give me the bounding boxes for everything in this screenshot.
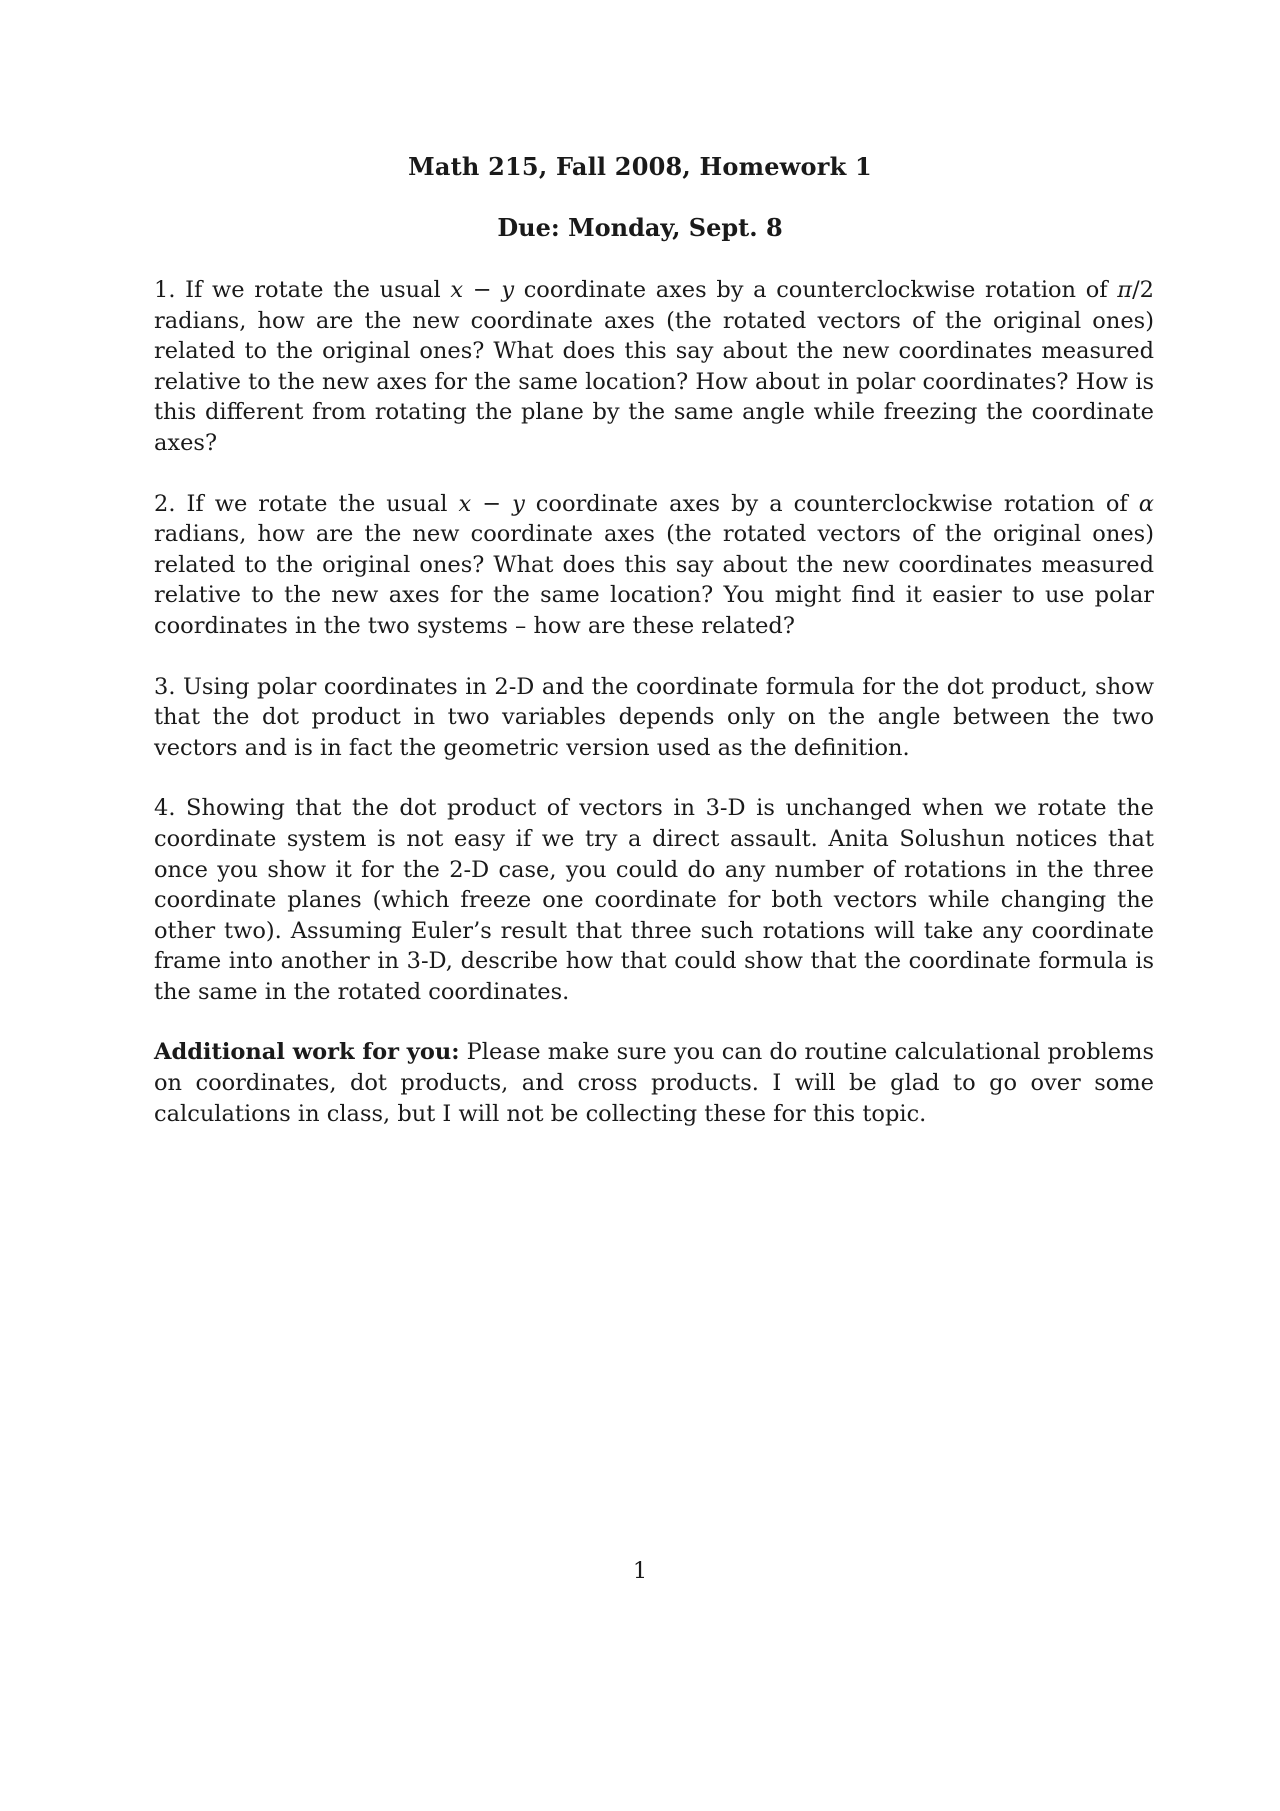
page-title: Math 215, Fall 2008, Homework 1 bbox=[408, 152, 872, 181]
problem-3: 3. Using polar coordinates in 2-D and the coordinate formula for the dot product, show that the dot product in two variables depends only on the angle between the two vectors and is in fact the geometric version used as the definition. bbox=[154, 673, 1154, 761]
problem-1: 1. If we rotate the usual x − y coordinate axes by a counterclockwise rotation of π/2 radians, how are the new coordinate axes (the rotated vectors of the original ones) related to the original ones? What does this say about the new coordinates measured relative to the new axes for the same location? How about in polar coordinates? How is this different from rotating the plane by the same angle while freezing the coordinate axes? bbox=[154, 277, 1154, 456]
additional-work: Additional work for you: Please make sure you can do routine calculational problems on coordinates, dot products, and cross products. I will be glad to go over some calculations in class, but I will not be collecting these for this topic. bbox=[154, 1039, 1154, 1127]
problem-number: 4. bbox=[154, 795, 176, 822]
problem-number: 3. bbox=[154, 673, 176, 700]
problem-list bbox=[154, 275, 1154, 1159]
problem-number: 2. bbox=[154, 490, 176, 517]
problem-number: 1. bbox=[154, 277, 176, 303]
additional-work-label: Additional work for you: bbox=[154, 1039, 460, 1066]
due-date: Due: Monday, Sept. 8 bbox=[497, 213, 783, 242]
page-number: 1 bbox=[632, 1558, 648, 1584]
problem-4: 4. Showing that the dot product of vectors in 3-D is unchanged when we rotate the coordinate system is not easy if we try a direct assault. Anita Solushun notices that once you show it for the 2-D case, you could do any number of rotations in the three coordinate planes (which freeze one coordinate for both vectors while changing the other two). Assuming Euler’s result that three such rotations will take any coordinate frame into another in 3-D, describe how that could show that the coordinate formula is the same in the rotated coordinates. bbox=[154, 795, 1154, 1005]
problem-2: 2. If we rotate the usual x − y coordinate axes by a counterclockwise rotation of α radians, how are the new coordinate axes (the rotated vectors of the original ones) related to the original ones? What does this say about the new coordinates measured relative to the new axes for the same location? You might find it easier to use polar coordinates in the two systems – how are these related? bbox=[154, 490, 1154, 639]
